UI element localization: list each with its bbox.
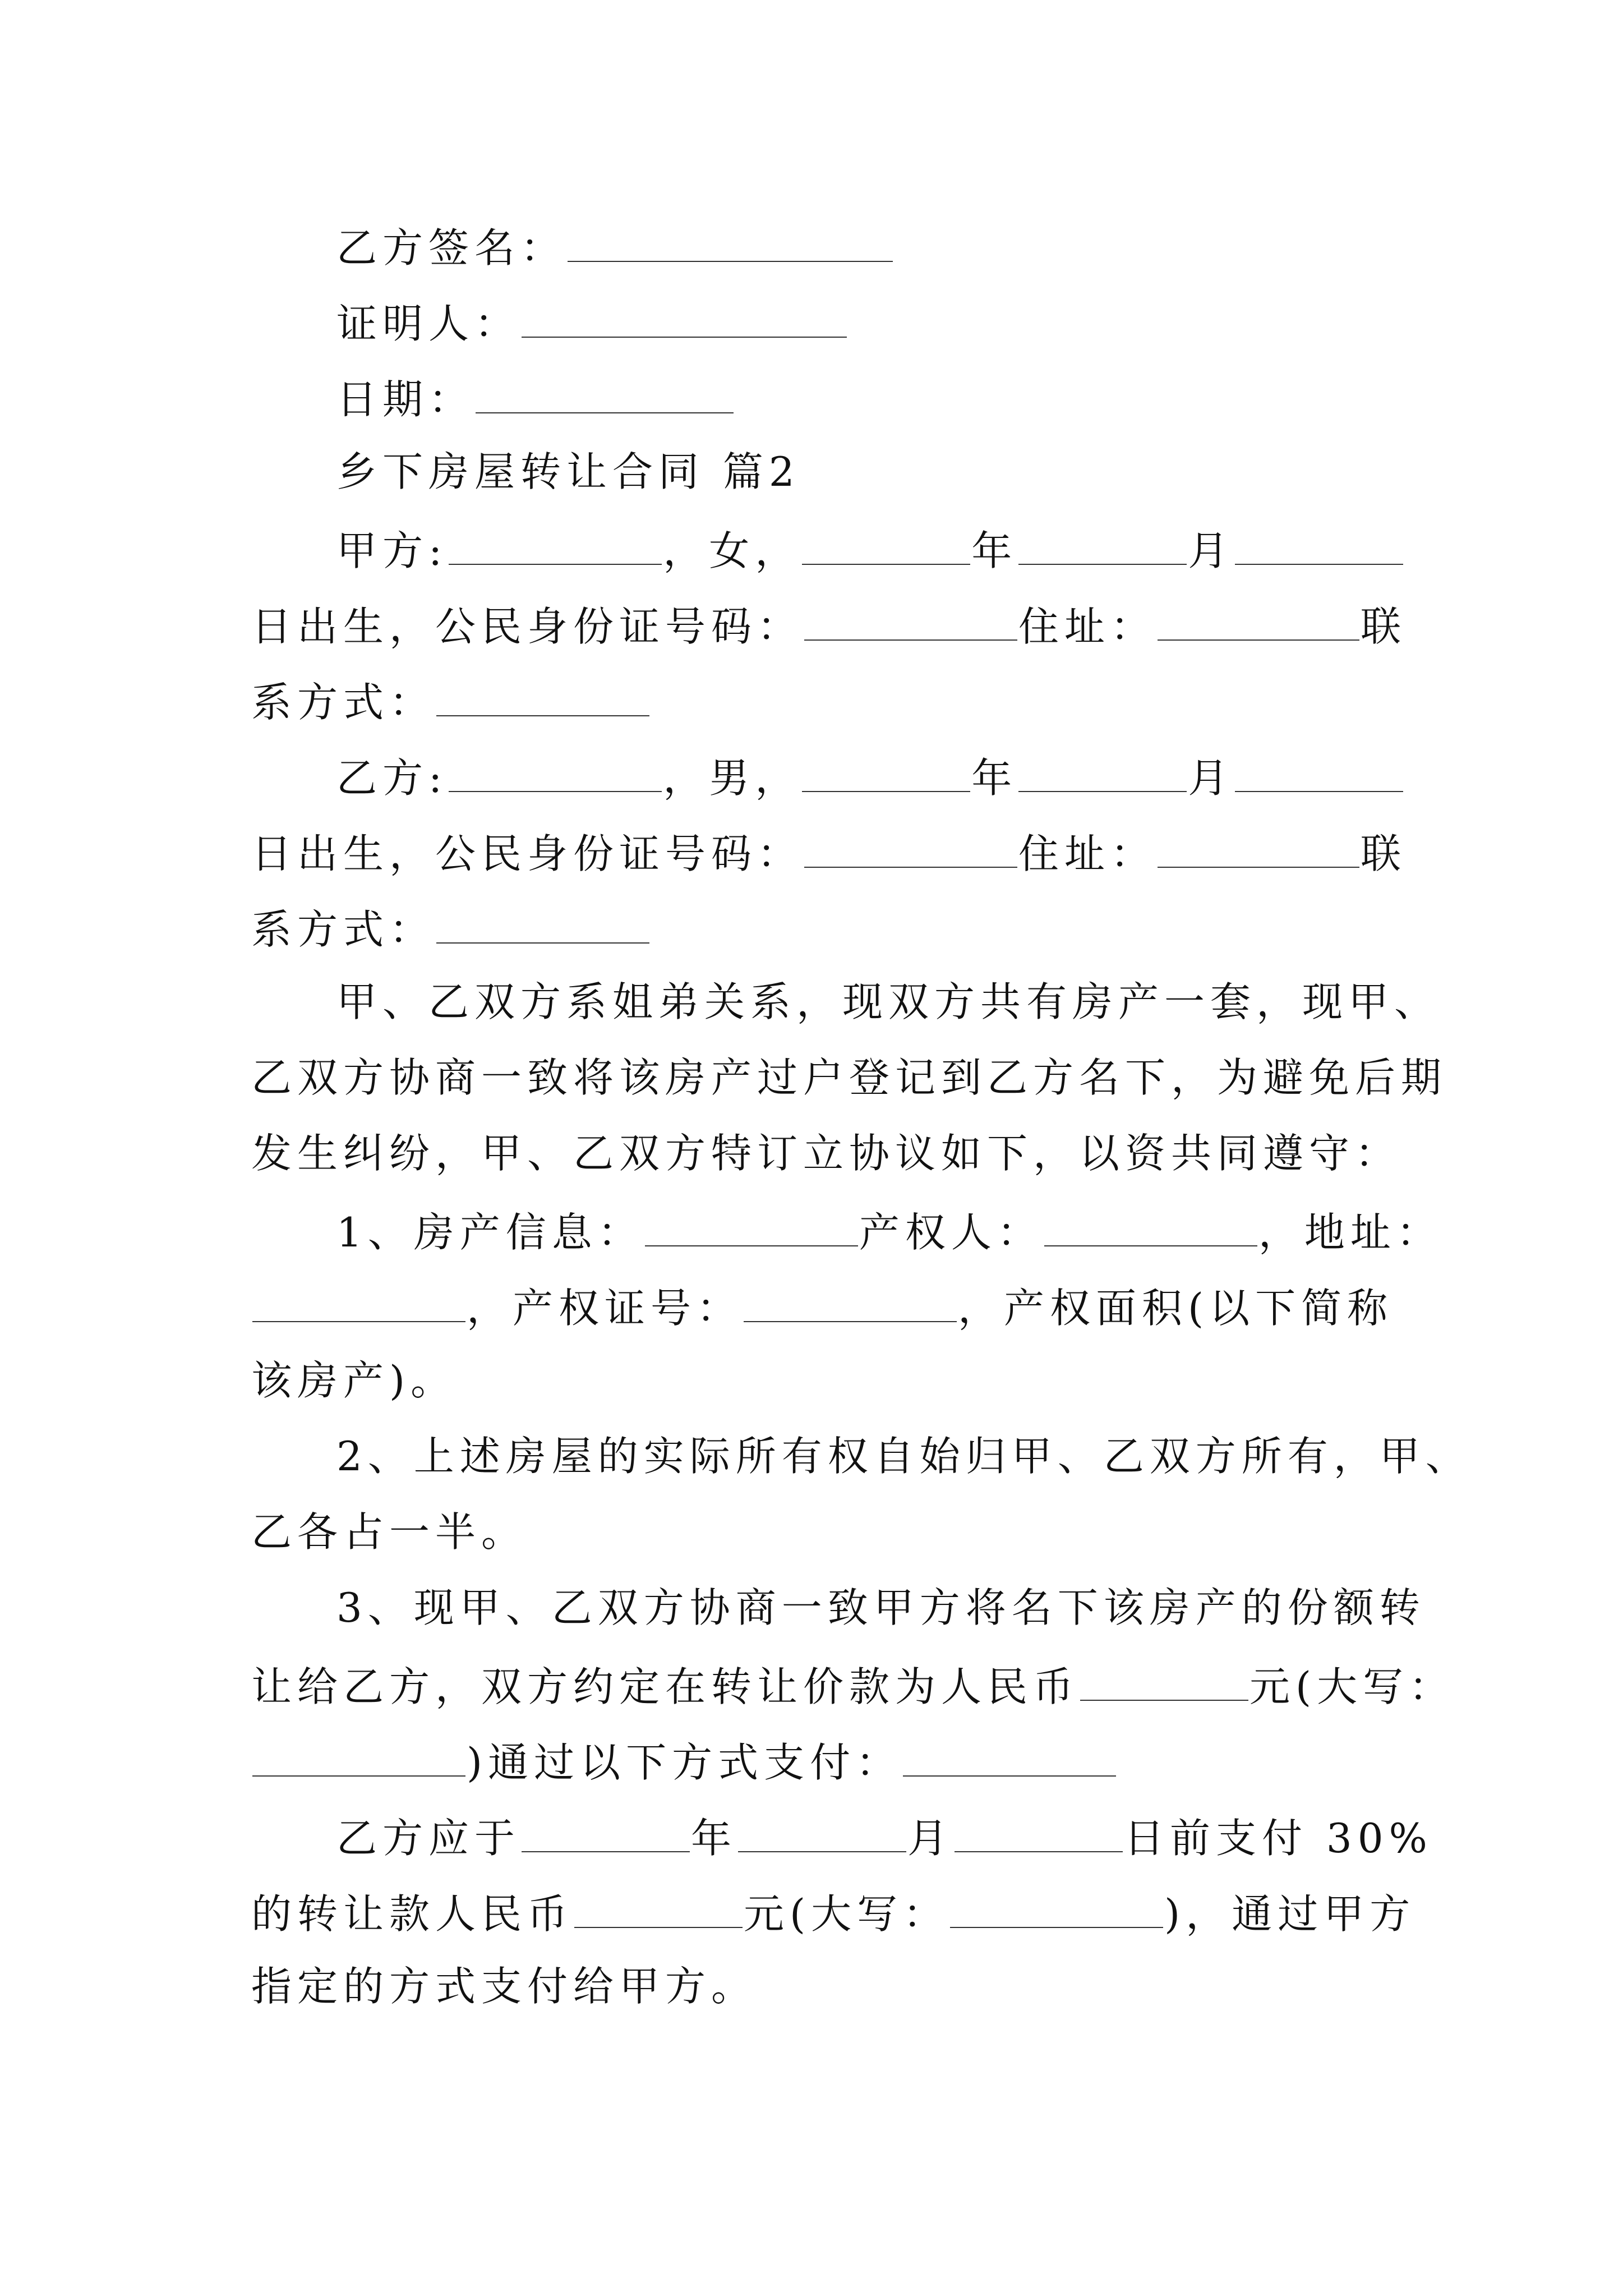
section-title: 乡下房屋转让合同 篇2: [336, 448, 800, 495]
party-b-address-label: 住址：: [1018, 830, 1157, 877]
payment-due-label: 乙方应于: [336, 1814, 521, 1862]
clause2-line-1: 2、上述房屋的实际所有权自始归甲、乙双方所有，甲、: [336, 1433, 1472, 1480]
party-a-name-blank: [449, 527, 662, 565]
party-b-gender: ，男，: [663, 754, 801, 802]
date-blank: [476, 376, 734, 413]
party-a-line-3: [251, 678, 651, 726]
payment-line-2: [251, 1890, 1416, 1938]
party-b-line-2: [251, 830, 1407, 877]
clause2-line-2: 乙各占一半。: [251, 1508, 528, 1556]
payment-day-blank: [955, 1815, 1123, 1852]
witness-label: 证明人：: [336, 300, 521, 347]
party-b-signature-line: [336, 224, 894, 272]
clause3-capital-blank: [252, 1739, 465, 1777]
party-a-label: 甲方:: [336, 527, 448, 574]
clause3-price-blank: [1080, 1663, 1248, 1701]
party-a-contact-label: 系方式：: [251, 678, 436, 726]
payment-year-label: 年: [691, 1814, 737, 1862]
party-b-month-label: 月: [1188, 754, 1234, 802]
witness-blank: [522, 300, 847, 338]
party-b-line-3: [251, 905, 651, 953]
party-a-address-label: 住址：: [1018, 602, 1157, 650]
party-a-gender: ，女，: [663, 527, 801, 574]
party-a-contact-blank: [436, 679, 649, 716]
party-b-day-blank: [1235, 754, 1403, 792]
party-b-year-blank: [802, 754, 970, 792]
party-b-line-1: [336, 754, 1404, 802]
payment-month-label: 月: [907, 1814, 954, 1862]
party-b-year-label: 年: [971, 754, 1018, 802]
clause1-cert-blank: [744, 1285, 957, 1322]
payment-amount-label: 的转让款人民币: [251, 1890, 574, 1938]
clause3-line-1: 3、现甲、乙双方协商一致甲方将名下该房产的份额转: [336, 1584, 1426, 1631]
party-b-label: 乙方:: [336, 754, 448, 802]
party-a-year-label: 年: [971, 527, 1018, 574]
clause1-line-3: 该房产)。: [251, 1357, 457, 1404]
clause1-owner-blank: [1044, 1209, 1257, 1246]
clause1-area-label: ，产权面积(以下简称: [958, 1284, 1394, 1332]
preamble-line-1: 甲、乙双方系姐弟关系，现双方共有房产一套，现甲、: [336, 978, 1441, 1025]
clause3-line-3: [251, 1738, 1117, 1786]
payment-amount-blank: [574, 1890, 743, 1928]
party-b-signature-blank: [568, 224, 893, 262]
clause1-line-1: [336, 1208, 1442, 1256]
party-a-line-1: [336, 527, 1404, 574]
party-a-contact-start: 联: [1361, 602, 1407, 650]
payment-percent-label: 日前支付 30%: [1124, 1814, 1433, 1862]
clause1-property-info-blank: [645, 1209, 858, 1246]
party-a-id-label: 日出生，公民身份证号码：: [251, 602, 804, 650]
party-a-month-blank: [1018, 527, 1187, 565]
party-a-line-2: [251, 602, 1407, 650]
clause3-payment-blank: [903, 1739, 1116, 1777]
party-b-contact-blank: [436, 906, 649, 944]
party-b-signature-label: 乙方签名：: [336, 224, 567, 272]
date-line: [336, 375, 735, 423]
clause3-payment-label: )通过以下方式支付：: [467, 1738, 902, 1786]
party-b-address-blank: [1158, 830, 1359, 868]
preamble-line-2: 乙双方协商一致将该房产过户登记到乙方名下，为避免后期: [251, 1054, 1447, 1101]
payment-year-blank: [522, 1815, 690, 1852]
clause3-capital-label: 元(大写：: [1249, 1663, 1455, 1710]
party-a-month-label: 月: [1188, 527, 1234, 574]
party-a-year-blank: [802, 527, 970, 565]
party-b-contact-label: 系方式：: [251, 905, 436, 953]
party-a-id-blank: [804, 603, 1017, 641]
clause1-owner-label: 产权人：: [859, 1208, 1043, 1256]
party-b-name-blank: [449, 754, 662, 792]
payment-via-label: )，通过甲方: [1164, 1890, 1416, 1938]
clause1-cert-label: ，产权证号：: [467, 1284, 743, 1332]
party-b-month-blank: [1018, 754, 1187, 792]
payment-line-3: 指定的方式支付给甲方。: [251, 1963, 758, 2010]
clause1-address-blank: [252, 1285, 465, 1322]
payment-capital-label: 元(大写：: [744, 1890, 949, 1938]
preamble-line-3: 发生纠纷，甲、乙双方特订立协议如下，以资共同遵守：: [251, 1130, 1401, 1177]
clause1-line-2: [251, 1284, 1394, 1332]
date-label: 日期：: [336, 375, 475, 423]
witness-line: [336, 300, 848, 347]
payment-month-blank: [738, 1815, 906, 1852]
payment-line-1: [336, 1814, 1433, 1862]
clause1-address-label: ，地址：: [1258, 1208, 1442, 1256]
clause1-property-info-label: 1、房产信息：: [336, 1208, 644, 1256]
party-a-address-blank: [1158, 603, 1359, 641]
clause3-price-label: 让给乙方，双方约定在转让价款为人民币: [251, 1663, 1080, 1710]
party-b-id-label: 日出生，公民身份证号码：: [251, 830, 804, 877]
party-b-contact-start: 联: [1361, 830, 1407, 877]
party-a-day-blank: [1235, 527, 1403, 565]
payment-capital-blank: [950, 1890, 1163, 1928]
clause3-line-2: [251, 1663, 1455, 1710]
party-b-id-blank: [804, 830, 1017, 868]
